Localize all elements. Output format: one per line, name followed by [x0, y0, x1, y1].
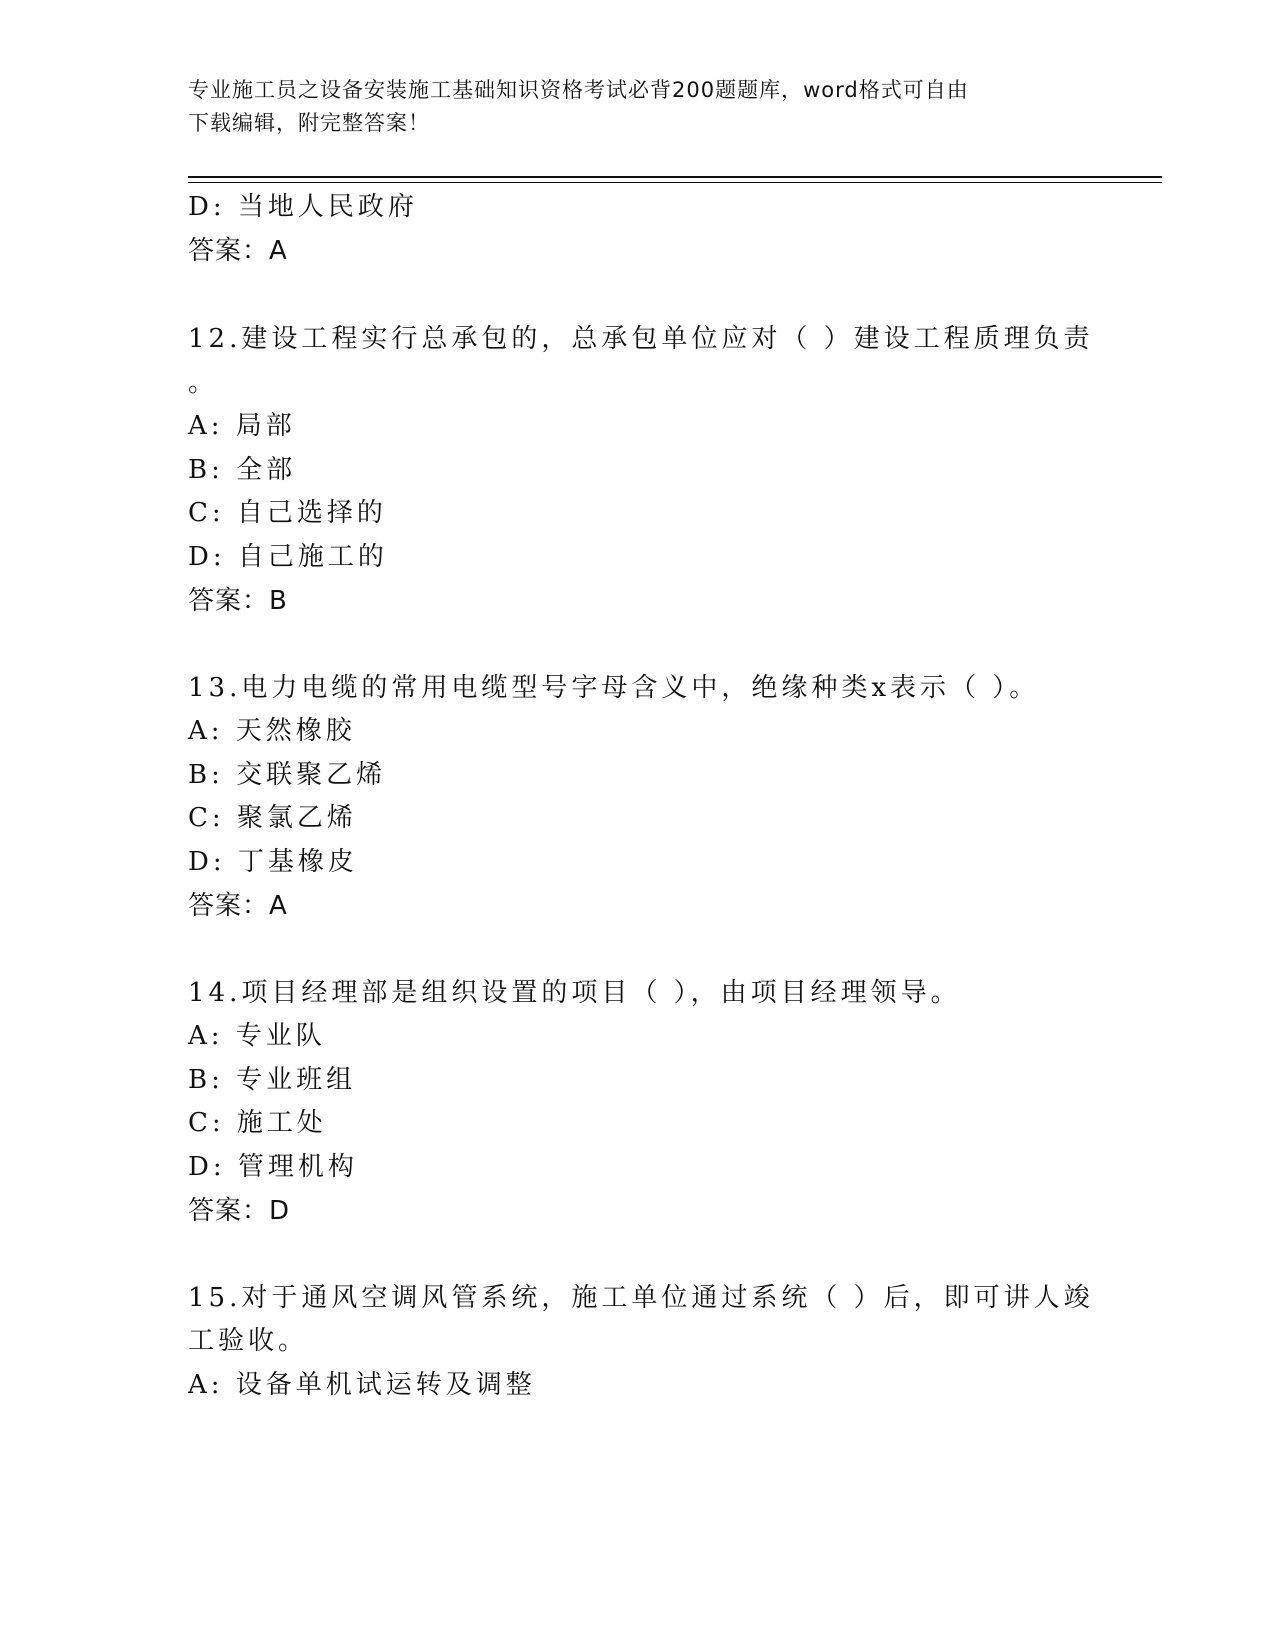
- q12-option-c: C: 自己选择的: [188, 498, 387, 528]
- q13-option-a: A: 天然橡胶: [188, 716, 356, 746]
- header-line-2: 下载编辑，附完整答案！: [188, 111, 430, 135]
- q12-option-b: B: 全部: [188, 455, 297, 485]
- prev-option-d: D: 当地人民政府: [188, 192, 418, 222]
- q12-option-a: A: 局部: [188, 411, 296, 441]
- q12-option-d: D: 自己施工的: [188, 542, 388, 572]
- header-divider-thin: [188, 182, 1162, 183]
- q13-option-c: C: 聚氯乙烯: [188, 803, 357, 833]
- prev-answer: 答案：A: [188, 236, 288, 266]
- q14-option-d: D: 管理机构: [188, 1152, 358, 1182]
- q15-option-a: A: 设备单机试运转及调整: [188, 1370, 536, 1400]
- document-header: [188, 74, 1088, 140]
- q12-answer: 答案：B: [188, 586, 288, 616]
- header-divider-thick: [188, 176, 1162, 178]
- q12-stem-line-1: 12.建设工程实行总承包的，总承包单位应对（ ）建设工程质理负责: [188, 324, 1094, 354]
- q14-option-c: C: 施工处: [188, 1108, 327, 1138]
- q14-option-b: B: 专业班组: [188, 1065, 357, 1095]
- q13-option-d: D: 丁基橡皮: [188, 847, 358, 877]
- q13-answer: 答案：A: [188, 891, 288, 921]
- q13-stem-line-1: 13.电力电缆的常用电缆型号字母含义中，绝缘种类x表示（ ）。: [188, 673, 1040, 703]
- q14-option-a: A: 专业队: [188, 1021, 326, 1051]
- q14-stem-line-1: 14.项目经理部是组织设置的项目（ ），由项目经理领导。: [188, 978, 961, 1008]
- q15-stem-line-1: 15.对于通风空调风管系统，施工单位通过系统（ ）后，即可讲人竣: [188, 1283, 1094, 1313]
- q12-stem-line-2: 。: [188, 368, 219, 398]
- q14-answer: 答案：D: [188, 1196, 291, 1226]
- q15-stem-line-2: 工验收。: [188, 1326, 309, 1356]
- q13-option-b: B: 交联聚乙烯: [188, 760, 387, 790]
- header-line-1: 专业施工员之设备安装施工基础知识资格考试必背200题题库，word格式可自由: [188, 78, 969, 102]
